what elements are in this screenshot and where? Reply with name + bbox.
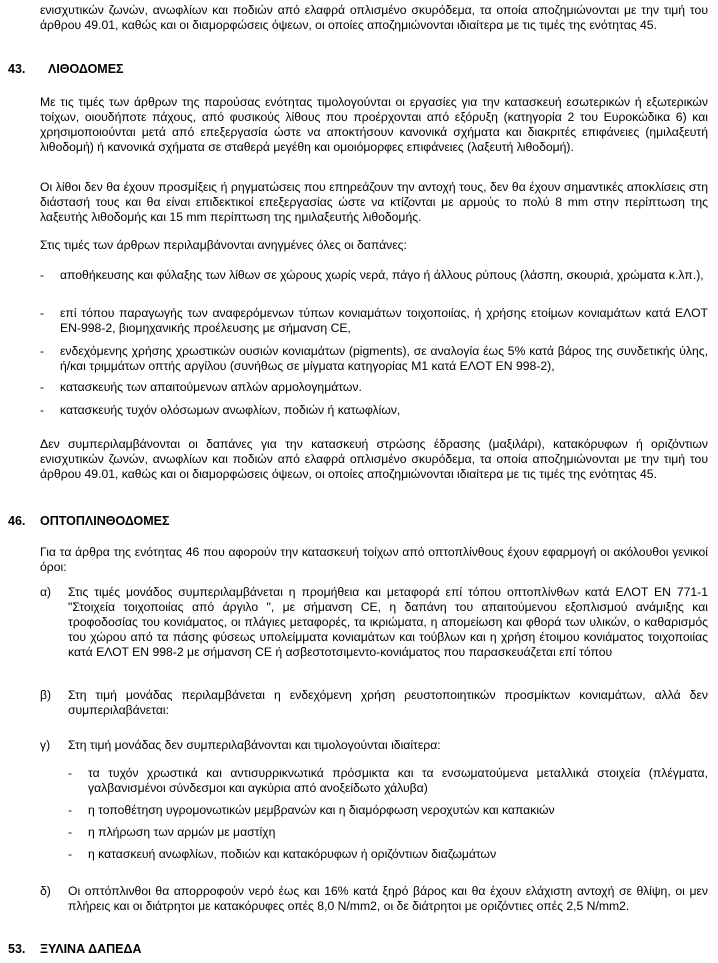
item-d-label: δ) — [40, 884, 51, 898]
list-item: η τοποθέτηση υγρομονωτικών μεμβρανών και η διαμόρφωση νεροχυτών και καπακιών — [88, 803, 555, 817]
section-title: ΟΠΤΟΠΛΙΝΘΟΔΟΜΕΣ — [40, 514, 170, 528]
section-43-paragraph-2: Οι λίθοι δεν θα έχουν προσμίξεις ή ρηγματώσεις που επηρεάζουν την αντοχή τους, δεν θα έχουν σημαντικές αποκλίσεις στη διάστασή τους και θα είναι επιδεκτικοί επεξεργασίας ώστε να κτίζονται με αρμούς το πολύ 8 mm στην περίπτωση της λαξευτής λιθοδομής και 15 mm περίπτωση της ημιλαξευτής λιθοδομής. — [40, 180, 708, 224]
section-43-paragraph-1: Με τις τιμές των άρθρων της παρούσας ενότητας τιμολογούνται οι εργασίες για την κατασκευή εσωτερικών ή εξωτερικών τοίχων, οιουδήποτε πάχους, από φυσικούς λίθους που προέρχονται από εξόρυξη (κατηγορία 2 του Ευροκώδικα 6) και χρησιμοποιούνται μετά από επεξεργασία ώστε να αποκτήσουν κανονικά σχήματα και διακριτές επιφάνειες (ημιλαξευτή λιθοδομή) ή κανονικά σχήματα σε σταθερά μεγέθη και ομοιόμορφες επιφάνειες (λαξευτή λιθοδομή). — [40, 95, 708, 154]
item-c-label: γ) — [40, 738, 51, 752]
list-dash: - — [40, 268, 45, 282]
list-item: η κατασκευή ανωφλίων, ποδιών και κατακόρυφων ή οριζόντιων διαζωμάτων — [88, 847, 497, 861]
section-46-heading — [8, 514, 708, 530]
section-title: ΞΥΛΙΝΑ ΔΑΠΕΔΑ — [40, 942, 142, 956]
item-a-label: α) — [40, 585, 52, 599]
list-dash: - — [40, 306, 45, 320]
list-item: επί τόπου παραγωγής των αναφερόμενων τύπων κονιαμάτων τοιχοποιίας, ή χρήσης ετοίμων κονιαμάτων κατά ΕΛΟΤ ΕΝ-998-2, βιομηχανικής προέλευσης με σήμανση CE, — [60, 306, 708, 335]
section-43-paragraph-4: Δεν συμπεριλαμβάνονται οι δαπάνες για την κατασκευή στρώσης έδρασης (μαξιλάρι), κατακόρυφων ή οριζόντιων ενισχυτικών ζωνών, ανωφλίων και ποδιών από ελαφρά οπλισμένο σκυρόδεμα, τα οποία αποζημιώνονται με την τιμή του άρθρου 49.01, καθώς και οι διαμορφώσεις όψεων, οι οποίες αποζημιώνονται ιδιαίτερα με τις τιμές της ενότητας 45. — [40, 437, 708, 481]
list-dash: - — [68, 825, 73, 839]
list-item: κατασκευής των απαιτούμενων απλών αρμολογημάτων. — [60, 380, 362, 394]
list-dash: - — [40, 403, 45, 417]
section-43-paragraph-3: Στις τιμές των άρθρων περιλαμβάνονται ανηγμένες όλες οι δαπάνες: — [40, 238, 407, 252]
section-number: 43. — [8, 62, 26, 76]
section-46-intro: Για τα άρθρα της ενότητας 46 που αφορούν την κατασκευή τοίχων από οπτοπλίνθους έχουν εφαρμογή οι ακόλουθοι γενικοί όροι: — [40, 545, 708, 574]
list-item: ενδεχόμενης χρήσης χρωστικών ουσιών κονιαμάτων (pigments), σε αναλογία έως 5% κατά βάρος της συνδετικής ύλης, ή/και τριμμάτων οπτής αργίλου (συνήθως σε μίγματα κατηγορίας Μ1 κατά ΕΛΟΤ ΕΝ 998-2), — [60, 344, 708, 373]
list-dash: - — [68, 847, 73, 861]
list-dash: - — [68, 803, 73, 817]
list-item: αποθήκευσης και φύλαξης των λίθων σε χώρους χωρίς νερά, πάγο ή άλλους ρύπους (λάσπη, σκουριά, χρώματα κ.λπ.), — [60, 268, 704, 282]
list-dash: - — [68, 766, 73, 780]
list-dash: - — [40, 380, 45, 394]
continuation-paragraph: ενισχυτικών ζωνών, ανωφλίων και ποδιών από ελαφρά οπλισμένο σκυρόδεμα, τα οποία αποζημιώνονται με την τιμή του άρθρου 49.01, καθώς και οι διαμορφώσεις όψεων, οι οποίες αποζημιώνονται ιδιαίτερα με τις τιμές της ενότητας 45. — [40, 3, 708, 32]
item-a-text: Στις τιμές μονάδος συμπεριλαμβάνεται η προμήθεια και μεταφορά επί τόπου οπτοπλίνθων κατά ΕΛΟΤ ΕΝ 771-1 "Στοιχεία τοιχοποιίας από άργιλο ", με σήμανση CE, η δαπάνη του απαιτούμενου εξοπλισμού ανάμιξης και τροφοδοσίας του κονιάματος, οι πλάγιες μεταφορές, τα ικριώματα, η απομείωση και φθορά των υλικών, ο καθαρισμός του χώρου από τα πάσης φύσεως υπολείμματα κονιαμάτων και τούβλων και η χρήση έτοιμου κονιάματος τοιχοποιίας κατά ΕΛΟΤ ΕΝ 998-2 με σήμανση CE ή ασβεστοτσιμεντο-κονιάματος που παρασκευάζεται επί τόπου — [68, 585, 708, 659]
item-d-text: Οι οπτόπλινθοι θα απορροφούν νερό έως και 16% κατά ξηρό βάρος και θα έχουν ελάχιστη αντοχή σε θλίψη, οι μεν πλήρεις και οι διάτρητοι με κατακόρυφες οπές 8,0 N/mm2, οι δε διάτρητοι με οριζόντιες οπές 2,5 N/mm2. — [68, 884, 708, 913]
list-item: η πλήρωση των αρμών με μαστίχη — [88, 825, 276, 839]
list-dash: - — [40, 344, 45, 358]
list-item: κατασκευής τυχόν ολόσωμων ανωφλίων, ποδιών ή κατωφλίων, — [60, 403, 401, 417]
section-number: 53. — [8, 942, 26, 956]
section-53-heading — [8, 942, 708, 958]
section-number: 46. — [8, 514, 26, 528]
section-title: ΛΙΘΟΔΟΜΕΣ — [48, 62, 124, 76]
item-b-text: Στη τιμή μονάδας περιλαμβάνεται η ενδεχόμενη χρήση ρευστοποιητικών προσμίκτων κονιαμάτων, αλλά δεν συμπεριλαβάνεται: — [68, 688, 708, 717]
item-b-label: β) — [40, 688, 52, 702]
list-item: τα τυχόν χρωστικά και αντισυρρικνωτικά πρόσμικτα και τα ενσωματούμενα μεταλλικά στοιχεία (πλέγματα, γαλβανισμένοι σύνδεσμοι και αγκύρια από ανοξείδωτο χάλυβα) — [88, 766, 708, 795]
item-c-text: Στη τιμή μονάδας δεν συμπεριλαβάνονται και τιμολογούνται ιδιαίτερα: — [68, 738, 441, 752]
section-43-heading — [8, 62, 708, 78]
